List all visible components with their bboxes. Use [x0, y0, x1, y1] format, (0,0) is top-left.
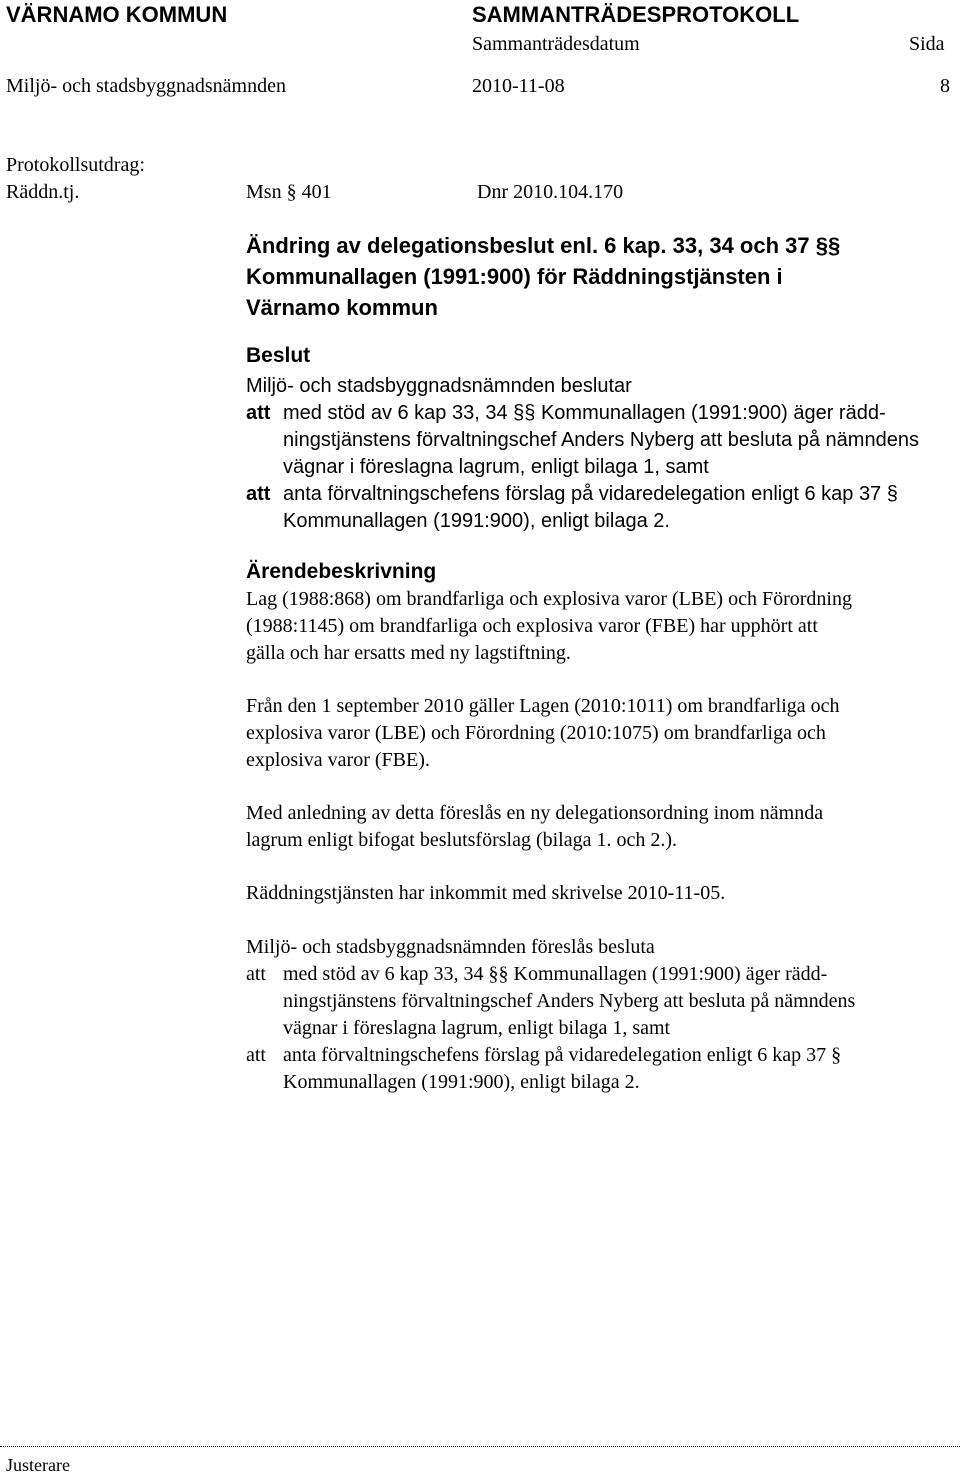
decision-att-1-cont: ningstjänstens förvaltningschef Anders Nyberg att besluta på nämndens	[283, 429, 919, 451]
document-type: SAMMANTRÄDESPROTOKOLL	[472, 2, 800, 27]
paragraph-number: Msn § 401	[246, 181, 332, 203]
adjuster-label: Justerare	[6, 1455, 70, 1475]
proposal-section: Miljö- och stadsbyggnadsnämnden föreslås besluta att med stöd av 6 kap 33, 34 §§ Kommunallagen (1991:900) äger rädd- ningstjänstens förvaltningschef Anders Nyberg att besluta på nämndens vägnar i föreslagna lagrum, enligt bilaga 1, samt att anta förvaltningschefens förslag på vidaredelegation enligt 6 kap 37 § Kommunallagen (1991:900), enligt bilaga 2.	[246, 934, 956, 1096]
att-label: att	[246, 1044, 266, 1066]
footer-divider	[0, 1446, 960, 1447]
title-line: Värnamo kommun	[246, 295, 438, 320]
case-paragraph-1: Lag (1988:868) om brandfarliga och explosiva varor (LBE) och Förordning (1988:1145) om brandfarliga och explosiva varor (FBE) har upphört att gälla och har ersatts med ny lagstiftning.	[246, 588, 852, 664]
page-number: 8	[940, 75, 950, 97]
case-paragraph-3: Med anledning av detta föreslås en ny delegationsordning inom nämnda lagrum enligt bifogat beslutsförslag (bilaga 1. och 2.).	[246, 802, 824, 851]
att-label: att	[246, 963, 266, 985]
decision-intro: Miljö- och stadsbyggnadsnämnden beslutar	[246, 375, 632, 397]
case-paragraph-2: Från den 1 september 2010 gäller Lagen (2010:1011) om brandfarliga och explosiva varor (LBE) och Förordning (2010:1075) om brandfarliga och explosiva varor (FBE).	[246, 695, 840, 771]
decision-heading: Beslut	[246, 344, 311, 367]
case-paragraph-4: Räddningstjänsten har inkommit med skrivelse 2010-11-05.	[246, 882, 726, 904]
proposal-intro: Miljö- och stadsbyggnadsnämnden föreslås besluta	[246, 936, 655, 958]
document-title	[246, 230, 840, 323]
extract-recipient: Räddn.tj.	[6, 181, 80, 203]
decision-att-1-cont: vägnar i föreslagna lagrum, enligt bilaga 1, samt	[283, 456, 709, 478]
case-description-heading: Ärendebeskrivning	[246, 560, 437, 583]
proposal-att-1: att med stöd av 6 kap 33, 34 §§ Kommunallagen (1991:900) äger rädd-	[246, 961, 956, 988]
title-line: Kommunallagen (1991:900) för Räddningstjänsten i	[246, 264, 783, 289]
decision-att-2-cont: Kommunallagen (1991:900), enligt bilaga 2.	[283, 510, 670, 532]
organization-name: VÄRNAMO KOMMUN	[6, 2, 228, 27]
case-number: Dnr 2010.104.170	[477, 181, 624, 203]
title-line: Ändring av delegationsbeslut enl. 6 kap. 33, 34 och 37 §§	[246, 233, 841, 258]
committee-name: Miljö- och stadsbyggnadsnämnden	[6, 75, 286, 97]
decision-att-1: att med stöd av 6 kap 33, 34 §§ Kommunallagen (1991:900) äger rädd-	[246, 400, 956, 427]
att-label: att	[246, 402, 271, 424]
meeting-date-label: Sammanträdesdatum	[472, 33, 640, 55]
decision-section	[246, 373, 956, 535]
meeting-date: 2010-11-08	[472, 75, 565, 97]
proposal-att-2: att anta förvaltningschefens förslag på vidaredelegation enligt 6 kap 37 §	[246, 1042, 956, 1069]
extract-label: Protokollsutdrag:	[6, 154, 145, 176]
decision-att-2: att anta förvaltningschefens förslag på vidaredelegation enligt 6 kap 37 §	[246, 481, 956, 508]
att-label: att	[246, 483, 271, 505]
page-label: Sida	[909, 33, 945, 55]
